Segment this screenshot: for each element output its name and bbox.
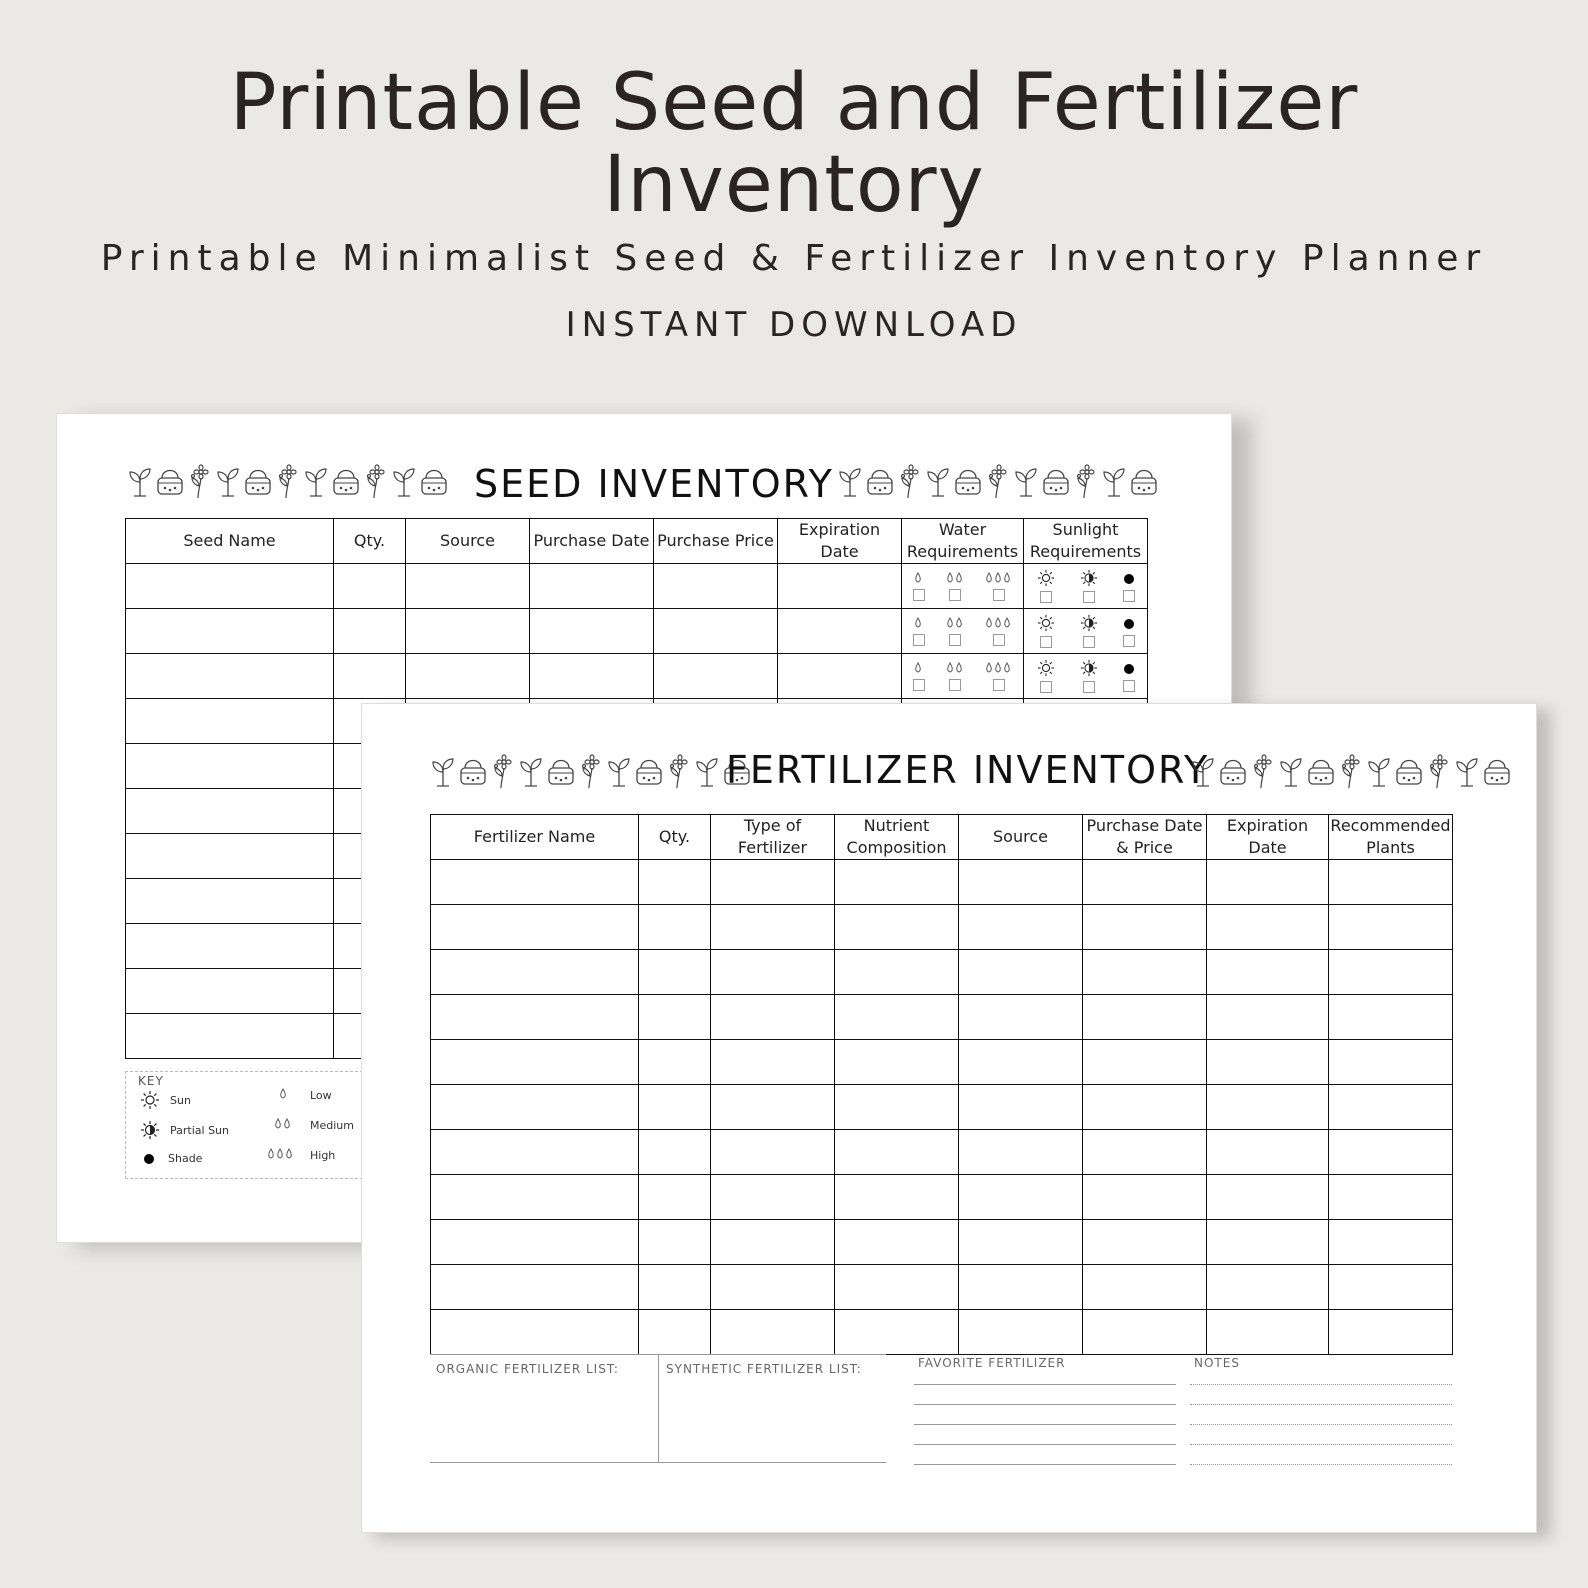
seed-cell[interactable]: [126, 834, 334, 879]
seed-cell[interactable]: [126, 969, 334, 1014]
shade-icon: [1124, 619, 1134, 629]
seed-col-purchase-date: Purchase Date: [530, 519, 654, 564]
fertilizer-cell[interactable]: [1207, 995, 1329, 1040]
flower-icon: [490, 754, 516, 790]
water-checkbox[interactable]: [993, 679, 1005, 691]
sprout-icon: [127, 464, 153, 498]
fertilizer-cell[interactable]: [835, 1220, 959, 1265]
seed-cell[interactable]: [334, 654, 406, 699]
seed-col-purchase-price: Purchase Price: [654, 519, 778, 564]
water-checkbox[interactable]: [913, 634, 925, 646]
sun-icon: [1037, 569, 1055, 589]
flower-icon: [666, 754, 692, 790]
fertilizer-cell[interactable]: [1207, 860, 1329, 905]
partial-sun-checkbox[interactable]: [1083, 591, 1095, 603]
water-high-icon: [985, 572, 1012, 587]
seed-cell[interactable]: [126, 789, 334, 834]
fertilizer-cell[interactable]: [1207, 950, 1329, 995]
fertilizer-cell[interactable]: [431, 1265, 639, 1310]
sprout-icon: [518, 754, 544, 788]
fertilizer-cell[interactable]: [639, 1220, 711, 1265]
fertilizer-cell[interactable]: [835, 1130, 959, 1175]
synthetic-list-label: SYNTHETIC FERTILIZER LIST:: [666, 1362, 862, 1376]
fertilizer-table-row: [431, 860, 1453, 905]
basket-icon: [1041, 464, 1071, 498]
flower-icon: [363, 464, 389, 500]
fertilizer-table-row: [431, 1310, 1453, 1355]
fertilizer-cell[interactable]: [1207, 1310, 1329, 1355]
fertilizer-cell[interactable]: [835, 1175, 959, 1220]
fertilizer-table-row: [431, 1220, 1453, 1265]
fert-col-type: Type of Fertilizer: [711, 815, 835, 860]
fertilizer-cell[interactable]: [835, 905, 959, 950]
fertilizer-cell[interactable]: [1329, 995, 1453, 1040]
sun-checkbox[interactable]: [1040, 636, 1052, 648]
fertilizer-cell[interactable]: [959, 1310, 1083, 1355]
shade-checkbox[interactable]: [1123, 635, 1135, 647]
fertilizer-cell[interactable]: [1329, 860, 1453, 905]
fertilizer-cell[interactable]: [711, 995, 835, 1040]
seed-cell[interactable]: [126, 699, 334, 744]
seed-cell[interactable]: [126, 744, 334, 789]
notes-label: NOTES: [1194, 1356, 1240, 1370]
fertilizer-cell[interactable]: [1329, 950, 1453, 995]
fert-col-expiration: Expiration Date: [1207, 815, 1329, 860]
page-subtitle: Printable Minimalist Seed & Fertilizer Inventory Planner: [100, 238, 1488, 279]
fertilizer-cell[interactable]: [1083, 1175, 1207, 1220]
fertilizer-cell[interactable]: [639, 1265, 711, 1310]
fertilizer-cell[interactable]: [835, 1310, 959, 1355]
seed-cell[interactable]: [902, 609, 1024, 654]
list-divider: [658, 1354, 659, 1462]
seed-cell[interactable]: [1024, 564, 1148, 609]
notes-line[interactable]: [1190, 1424, 1452, 1425]
fertilizer-inventory-table: [430, 814, 1453, 1355]
basket-icon: [1306, 754, 1336, 788]
seed-col-expiration-date: Expiration Date: [778, 519, 902, 564]
fertilizer-cell[interactable]: [431, 950, 639, 995]
basket-icon: [1218, 754, 1248, 788]
water-medium-icon: [946, 617, 964, 632]
favorite-line[interactable]: [914, 1444, 1176, 1445]
fertilizer-table-row: [431, 995, 1453, 1040]
seed-cell[interactable]: [334, 564, 406, 609]
water-checkbox[interactable]: [949, 589, 961, 601]
sprout-icon: [1454, 754, 1480, 788]
fertilizer-cell[interactable]: [431, 1085, 639, 1130]
favorite-line[interactable]: [914, 1464, 1176, 1465]
fertilizer-cell[interactable]: [431, 1220, 639, 1265]
seed-cell[interactable]: [778, 609, 902, 654]
fertilizer-cell[interactable]: [959, 1130, 1083, 1175]
seed-cell[interactable]: [126, 924, 334, 969]
shade-icon: [144, 1154, 154, 1164]
partial-sun-icon: [140, 1120, 160, 1140]
flower-icon: [985, 464, 1011, 500]
seed-cell[interactable]: [1024, 654, 1148, 699]
seed-cell[interactable]: [1024, 609, 1148, 654]
seed-col-sunlight: Sunlight Requirements: [1024, 519, 1148, 564]
water-low-icon: [914, 572, 923, 587]
fertilizer-table-row: [431, 905, 1453, 950]
sprout-icon: [694, 754, 720, 788]
fertilizer-cell[interactable]: [835, 1265, 959, 1310]
fertilizer-cell[interactable]: [1207, 1175, 1329, 1220]
partial-sun-icon: [1080, 614, 1098, 634]
seed-cell[interactable]: [530, 564, 654, 609]
fertilizer-cell[interactable]: [835, 1085, 959, 1130]
fertilizer-cell[interactable]: [639, 1085, 711, 1130]
fertilizer-cell[interactable]: [835, 860, 959, 905]
page-title-line2: Inventory: [603, 140, 985, 230]
water-high-icon: [985, 617, 1012, 632]
fertilizer-table-row: [431, 1265, 1453, 1310]
fertilizer-cell[interactable]: [711, 1220, 835, 1265]
key-shade-label: Shade: [168, 1152, 203, 1165]
sprout-icon: [837, 464, 863, 498]
fertilizer-cell[interactable]: [1329, 1265, 1453, 1310]
basket-icon: [155, 464, 185, 498]
notes-line[interactable]: [1190, 1444, 1452, 1445]
fertilizer-cell[interactable]: [1083, 905, 1207, 950]
fertilizer-cell[interactable]: [639, 950, 711, 995]
partial-sun-checkbox[interactable]: [1083, 681, 1095, 693]
fertilizer-cell[interactable]: [1329, 905, 1453, 950]
fertilizer-cell[interactable]: [711, 905, 835, 950]
basket-icon: [243, 464, 273, 498]
fert-col-purchase: Purchase Date & Price: [1083, 815, 1207, 860]
key-title: KEY: [138, 1074, 164, 1088]
seed-key-legend: [125, 1071, 363, 1179]
fertilizer-inventory-sheet: [361, 703, 1537, 1533]
fertilizer-cell[interactable]: [1207, 1040, 1329, 1085]
seed-cell[interactable]: [654, 654, 778, 699]
fertilizer-cell[interactable]: [431, 905, 639, 950]
sprout-icon: [215, 464, 241, 498]
seed-cell[interactable]: [126, 564, 334, 609]
fertilizer-cell[interactable]: [1329, 1085, 1453, 1130]
fert-col-qty: Qty.: [639, 815, 711, 860]
basket-icon: [419, 464, 449, 498]
sun-checkbox[interactable]: [1040, 681, 1052, 693]
page-title-line1: Printable Seed and Fertilizer: [229, 58, 1359, 148]
sprout-icon: [303, 464, 329, 498]
seed-col-qty: Qty.: [334, 519, 406, 564]
fertilizer-cell[interactable]: [1083, 950, 1207, 995]
fertilizer-cell[interactable]: [1083, 1130, 1207, 1175]
water-low-icon: [914, 662, 923, 677]
fertilizer-cell[interactable]: [1083, 995, 1207, 1040]
flower-icon: [578, 754, 604, 790]
sprout-icon: [1101, 464, 1127, 498]
fertilizer-cell[interactable]: [639, 905, 711, 950]
flower-icon: [1338, 754, 1364, 790]
fertilizer-cell[interactable]: [959, 860, 1083, 905]
flower-icon: [897, 464, 923, 500]
fertilizer-cell[interactable]: [711, 1085, 835, 1130]
favorite-line[interactable]: [914, 1404, 1176, 1405]
seed-col-name: Seed Name: [126, 519, 334, 564]
fertilizer-table-row: [431, 1175, 1453, 1220]
seed-cell[interactable]: [530, 609, 654, 654]
basket-icon: [1394, 754, 1424, 788]
fertilizer-cell[interactable]: [959, 1175, 1083, 1220]
favorite-line[interactable]: [914, 1384, 1176, 1385]
seed-cell[interactable]: [530, 654, 654, 699]
sun-icon: [1037, 659, 1055, 679]
fertilizer-cell[interactable]: [1207, 1265, 1329, 1310]
seed-cell[interactable]: [778, 564, 902, 609]
partial-sun-icon: [1080, 569, 1098, 589]
fertilizer-cell[interactable]: [1329, 1310, 1453, 1355]
fertilizer-cell[interactable]: [959, 1085, 1083, 1130]
fertilizer-cell[interactable]: [835, 950, 959, 995]
fert-col-name: Fertilizer Name: [431, 815, 639, 860]
fertilizer-cell[interactable]: [711, 1310, 835, 1355]
fertilizer-cell[interactable]: [959, 1220, 1083, 1265]
seed-col-water: Water Requirements: [902, 519, 1024, 564]
fertilizer-cell[interactable]: [711, 1130, 835, 1175]
fertilizer-cell[interactable]: [639, 1175, 711, 1220]
water-low-icon: [914, 617, 923, 632]
basket-icon: [953, 464, 983, 498]
sun-checkbox[interactable]: [1040, 591, 1052, 603]
key-low-label: Low: [310, 1089, 332, 1102]
plant-basket-decoration-right: [1190, 754, 1512, 790]
seed-table-row: [126, 654, 1148, 699]
favorite-fertilizer-label: FAVORITE FERTILIZER: [918, 1356, 1066, 1370]
basket-icon: [634, 754, 664, 788]
flower-icon: [1073, 464, 1099, 500]
fertilizer-cell[interactable]: [431, 995, 639, 1040]
fertilizer-cell[interactable]: [959, 950, 1083, 995]
fertilizer-cell[interactable]: [1083, 860, 1207, 905]
plant-basket-decoration-left: [430, 754, 752, 790]
water-checkbox[interactable]: [913, 679, 925, 691]
plant-basket-decoration-right: [837, 464, 1159, 500]
fertilizer-cell[interactable]: [1329, 1175, 1453, 1220]
fertilizer-cell[interactable]: [711, 860, 835, 905]
instant-download-label: INSTANT DOWNLOAD: [565, 305, 1023, 345]
seed-col-source: Source: [406, 519, 530, 564]
fertilizer-cell[interactable]: [431, 860, 639, 905]
fertilizer-cell[interactable]: [1083, 1085, 1207, 1130]
notes-line[interactable]: [1190, 1384, 1452, 1385]
seed-cell[interactable]: [406, 654, 530, 699]
fert-col-recommended: Recommended Plants: [1329, 815, 1453, 860]
sprout-icon: [1278, 754, 1304, 788]
fertilizer-cell[interactable]: [1083, 1310, 1207, 1355]
basket-icon: [865, 464, 895, 498]
sprout-icon: [925, 464, 951, 498]
fertilizer-cell[interactable]: [639, 1130, 711, 1175]
fertilizer-cell[interactable]: [431, 1175, 639, 1220]
seed-cell[interactable]: [126, 654, 334, 699]
flower-icon: [1250, 754, 1276, 790]
fertilizer-cell[interactable]: [959, 995, 1083, 1040]
fertilizer-cell[interactable]: [835, 995, 959, 1040]
fertilizer-cell[interactable]: [1083, 1040, 1207, 1085]
sprout-icon: [1190, 754, 1216, 788]
fertilizer-cell[interactable]: [1207, 1085, 1329, 1130]
fertilizer-cell[interactable]: [639, 860, 711, 905]
fertilizer-cell[interactable]: [959, 1265, 1083, 1310]
shade-icon: [1124, 664, 1134, 674]
seed-table-row: [126, 564, 1148, 609]
seed-cell[interactable]: [406, 564, 530, 609]
fertilizer-cell[interactable]: [1207, 1130, 1329, 1175]
fertilizer-cell[interactable]: [1207, 1220, 1329, 1265]
key-partial-sun-label: Partial Sun: [170, 1123, 229, 1137]
seed-cell[interactable]: [126, 879, 334, 924]
shade-checkbox[interactable]: [1123, 590, 1135, 602]
seed-cell[interactable]: [126, 1014, 334, 1059]
flower-icon: [1426, 754, 1452, 790]
fertilizer-cell[interactable]: [1207, 905, 1329, 950]
favorite-line[interactable]: [914, 1424, 1176, 1425]
fertilizer-cell[interactable]: [1329, 1130, 1453, 1175]
partial-sun-icon: [1080, 659, 1098, 679]
fertilizer-cell[interactable]: [1329, 1040, 1453, 1085]
fertilizer-cell[interactable]: [711, 950, 835, 995]
shade-icon: [1124, 574, 1134, 584]
flower-icon: [187, 464, 213, 500]
organic-list-label: ORGANIC FERTILIZER LIST:: [436, 1362, 619, 1376]
water-medium-icon: [946, 662, 964, 677]
water-high-icon: [260, 1148, 300, 1163]
fertilizer-cell[interactable]: [639, 1040, 711, 1085]
fertilizer-cell[interactable]: [959, 905, 1083, 950]
seed-cell[interactable]: [406, 609, 530, 654]
fertilizer-cell[interactable]: [1083, 1220, 1207, 1265]
seed-cell[interactable]: [778, 654, 902, 699]
water-medium-icon: [946, 572, 964, 587]
fertilizer-cell[interactable]: [431, 1040, 639, 1085]
fertilizer-inventory-title: FERTILIZER INVENTORY: [726, 748, 1210, 792]
fertilizer-cell[interactable]: [835, 1040, 959, 1085]
sprout-icon: [1013, 464, 1039, 498]
sprout-icon: [606, 754, 632, 788]
water-checkbox[interactable]: [993, 634, 1005, 646]
fertilizer-cell[interactable]: [959, 1040, 1083, 1085]
seed-cell[interactable]: [654, 609, 778, 654]
fertilizer-cell[interactable]: [711, 1175, 835, 1220]
sprout-icon: [430, 754, 456, 788]
fertilizer-table-row: [431, 1130, 1453, 1175]
partial-sun-checkbox[interactable]: [1083, 636, 1095, 648]
water-checkbox[interactable]: [949, 634, 961, 646]
basket-icon: [546, 754, 576, 788]
seed-cell[interactable]: [902, 654, 1024, 699]
fert-col-nutrient: Nutrient Composition: [835, 815, 959, 860]
basket-icon: [458, 754, 488, 788]
fertilizer-cell[interactable]: [431, 1130, 639, 1175]
sprout-icon: [1366, 754, 1392, 788]
fertilizer-table-row: [431, 950, 1453, 995]
seed-cell[interactable]: [126, 609, 334, 654]
sprout-icon: [391, 464, 417, 498]
fertilizer-cell[interactable]: [1083, 1265, 1207, 1310]
water-medium-icon: [266, 1118, 300, 1133]
basket-icon: [331, 464, 361, 498]
flower-icon: [275, 464, 301, 500]
water-high-icon: [985, 662, 1012, 677]
seed-cell[interactable]: [654, 564, 778, 609]
sun-icon: [140, 1090, 160, 1110]
basket-icon: [1482, 754, 1512, 788]
key-sun-label: Sun: [170, 1093, 191, 1107]
plant-basket-decoration-left: [127, 464, 449, 500]
seed-cell[interactable]: [902, 564, 1024, 609]
fertilizer-cell[interactable]: [1329, 1220, 1453, 1265]
water-checkbox[interactable]: [913, 589, 925, 601]
notes-line[interactable]: [1190, 1404, 1452, 1405]
fert-col-source: Source: [959, 815, 1083, 860]
fertilizer-table-row: [431, 1085, 1453, 1130]
key-high-label: High: [310, 1149, 336, 1162]
basket-icon: [1129, 464, 1159, 498]
fertilizer-cell[interactable]: [711, 1265, 835, 1310]
water-checkbox[interactable]: [993, 589, 1005, 601]
list-bottom-rule: [430, 1462, 886, 1463]
seed-inventory-title: SEED INVENTORY: [474, 462, 834, 506]
notes-line[interactable]: [1190, 1464, 1452, 1465]
key-medium-label: Medium: [310, 1119, 354, 1132]
fertilizer-cell[interactable]: [639, 995, 711, 1040]
shade-checkbox[interactable]: [1123, 680, 1135, 692]
sun-icon: [1037, 614, 1055, 634]
fertilizer-cell[interactable]: [639, 1310, 711, 1355]
fertilizer-table-row: [431, 1040, 1453, 1085]
seed-table-row: [126, 609, 1148, 654]
water-checkbox[interactable]: [949, 679, 961, 691]
fertilizer-cell[interactable]: [431, 1310, 639, 1355]
water-low-icon: [266, 1088, 300, 1103]
fertilizer-cell[interactable]: [711, 1040, 835, 1085]
seed-cell[interactable]: [334, 609, 406, 654]
